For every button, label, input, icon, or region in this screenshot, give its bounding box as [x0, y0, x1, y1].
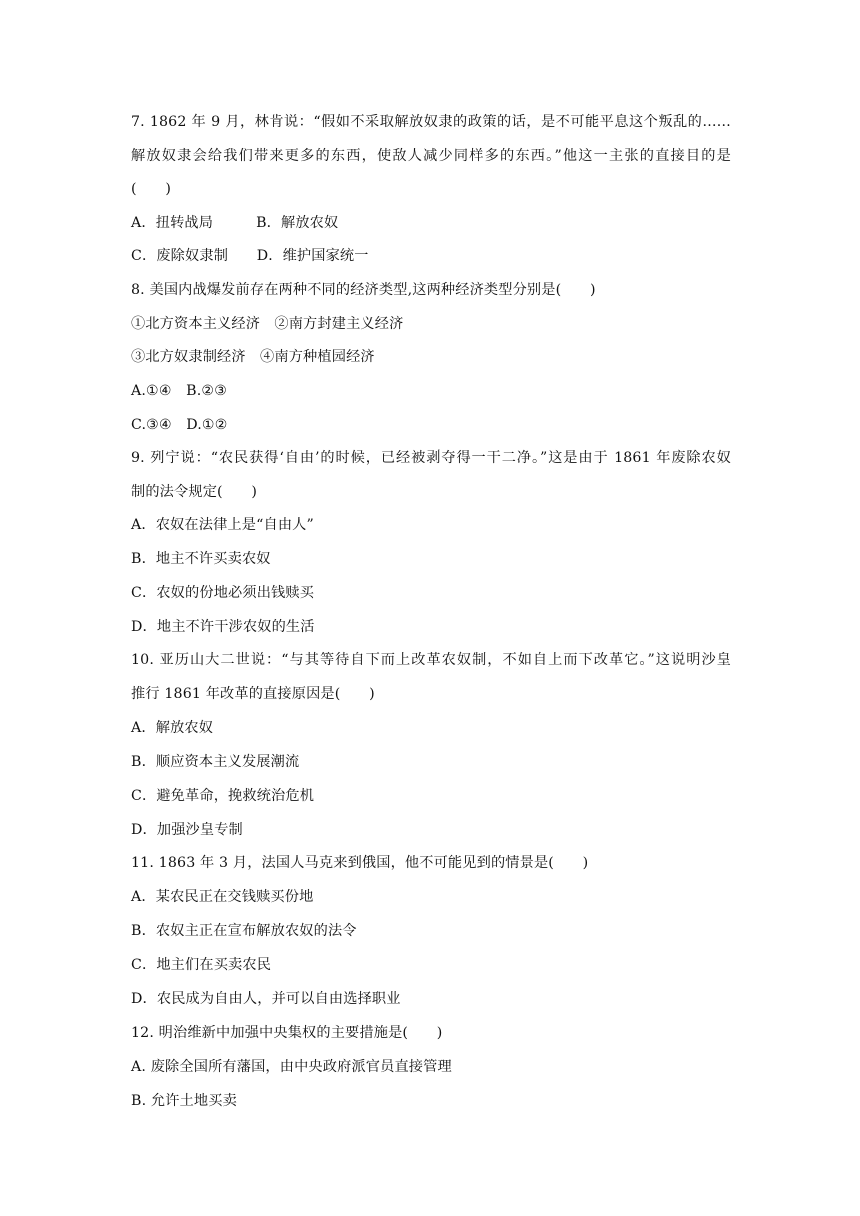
question-7-stem-line-2: 解放奴隶会给我们带来更多的东西，使敌人减少同样多的东西。”他这一主张的直接目的是: [131, 148, 731, 164]
question-11-option-a: A．某农民正在交钱赎买份地: [131, 889, 314, 905]
question-9-stem-line-1: 9. 列宁说：“农民获得‘自由’的时候，已经被剥夺得一干二净。”这是由于 1861 年废除农奴: [131, 450, 731, 466]
question-10-stem-line-2: 推行 1861 年改革的直接原因是( ): [131, 686, 375, 702]
question-11-option-d: D．农民成为自由人，并可以自由选择职业: [131, 991, 401, 1007]
question-8-statements-2: ③北方奴隶制经济 ④南方种植园经济: [131, 349, 375, 365]
question-12-option-a: A. 废除全国所有藩国，由中央政府派官员直接管理: [131, 1059, 452, 1075]
question-8-options-ab: A.①④ B.②③: [131, 383, 228, 399]
question-7-options-cd: C．废除奴隶制 D．维护国家统一: [131, 248, 369, 264]
question-12-stem: 12. 明治维新中加强中央集权的主要措施是( ): [131, 1025, 443, 1041]
question-9-option-b: B．地主不许买卖农奴: [131, 551, 271, 567]
question-8-options-cd: C.③④ D.①②: [131, 417, 228, 433]
question-12-option-b: B. 允许土地买卖: [131, 1093, 237, 1109]
question-9-option-d: D．地主不许干涉农奴的生活: [131, 619, 315, 635]
question-7-stem-line-1: 7. 1862 年 9 月，林肯说：“假如不采取解放奴隶的政策的话，是不可能平息这个叛乱的……: [131, 114, 731, 130]
question-9-option-c: C．农奴的份地必须出钱赎买: [131, 585, 315, 601]
question-11-option-c: C．地主们在买卖农民: [131, 957, 272, 973]
question-11-stem: 11. 1863 年 3 月，法国人马克来到俄国，他不可能见到的情景是( ): [131, 855, 589, 871]
question-8-statements-1: ①北方资本主义经济 ②南方封建主义经济: [131, 316, 404, 332]
question-10-option-d: D．加强沙皇专制: [131, 822, 243, 838]
question-10-option-b: B．顺应资本主义发展潮流: [131, 754, 300, 770]
question-7-options-ab: A．扭转战局 B．解放农奴: [131, 215, 339, 231]
question-10-option-c: C．避免革命，挽救统治危机: [131, 788, 315, 804]
question-10-option-a: A．解放农奴: [131, 720, 214, 736]
question-9-stem-line-2: 制的法令规定( ): [131, 484, 258, 500]
question-10-stem-line-1: 10. 亚历山大二世说：“与其等待自下而上改革农奴制，不如自上而下改革它。”这说明沙皇: [131, 652, 731, 668]
question-9-option-a: A．农奴在法律上是“自由人”: [131, 517, 314, 533]
question-11-option-b: B．农奴主正在宣布解放农奴的法令: [131, 923, 357, 939]
question-7-answer-blank: ( ): [131, 181, 172, 197]
question-8-stem: 8. 美国内战爆发前存在两种不同的经济类型,这两种经济类型分别是( ): [131, 282, 596, 298]
